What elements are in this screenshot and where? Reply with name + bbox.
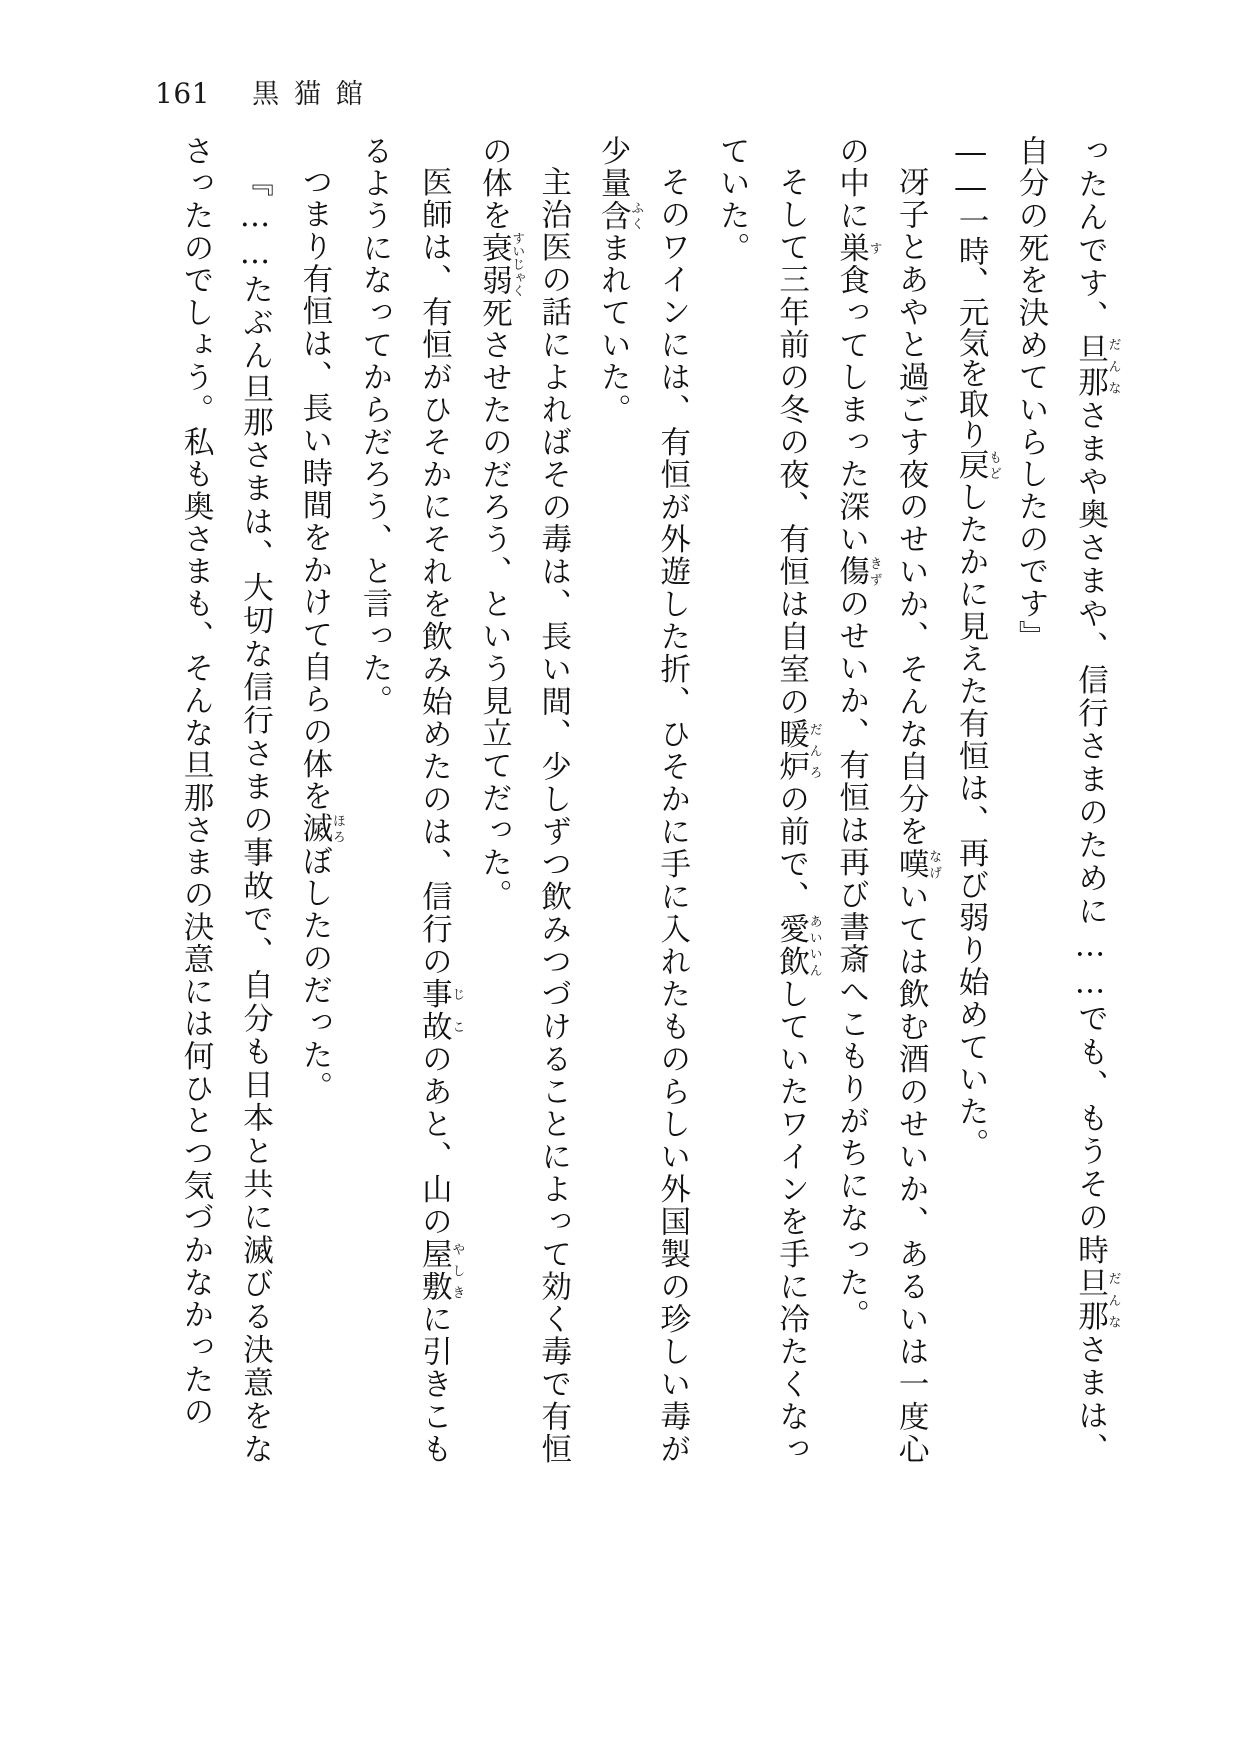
paragraph [583, 135, 702, 1465]
text-run: 主治医の話によればその毒は、長い間、少しずつ飲みつづけることによって効く毒で有恒の体を [476, 135, 571, 1465]
ruby-text: 含ふく [595, 199, 644, 233]
paragraph [464, 135, 583, 1465]
ruby-text: 嘆なげ [893, 847, 942, 881]
text-run: 冴子とあやと過ごす夜のせいか、そんな自分を [893, 165, 929, 848]
paragraph [344, 135, 463, 1465]
text-run: 『……たぶん旦那さまは、大切な信行さまの事故で、自分も日本と共に滅びる決意をなさったのでしょう。私も奥さまも、そんな旦那さまの決意には何ひとつ気づかなかったの [177, 135, 273, 1465]
paragraph [284, 135, 344, 1465]
ruby-text: 屋敷やしき [416, 1237, 465, 1303]
text-run: さまは、自分の死を決めていらしたのです』 [1013, 135, 1108, 1465]
vertical-text-block [120, 135, 1120, 1465]
paragraph [941, 135, 1001, 1465]
text-run: ったんです、 [1072, 135, 1108, 334]
body-text-region [120, 135, 1120, 1465]
ruby-text: 愛飲あいいん [773, 912, 822, 978]
ruby-text: 旦那だんな [1072, 1267, 1121, 1334]
ruby-text: 旦那だんな [1072, 333, 1121, 400]
page-number: 161 [155, 77, 211, 110]
text-run: していたワインを手に冷たくなっていた。 [714, 135, 809, 1465]
text-run: つまり有恒は、長い時間をかけて自らの体を [296, 165, 332, 813]
text-run: のあと、山の [416, 1042, 452, 1238]
paragraph [1001, 135, 1120, 1465]
ruby-text: 衰弱すいじゃく [476, 231, 525, 298]
paragraph [166, 135, 285, 1465]
text-run: まれていた。 [595, 232, 631, 426]
text-run: ぼしたのだった。 [296, 844, 332, 1104]
text-run: のせいか、有恒は再び書斎へこもりがちになった。 [833, 587, 869, 1332]
ruby-text: 戻もど [953, 449, 1002, 482]
ruby-text: 事故じこ [416, 977, 465, 1043]
ruby-text: 巣す [833, 232, 882, 265]
text-run: に引きこもるようになってからだろう、と言った。 [356, 135, 452, 1465]
text-run: 死させたのだろう、という見立てだった。 [476, 297, 512, 912]
paragraph [821, 135, 940, 1465]
running-head [155, 72, 378, 111]
text-run: 医師は、有恒がひそかにそれを飲み始めたのは、信行の [416, 165, 452, 978]
book-title: 黒猫館 [252, 79, 378, 110]
text-run: そして三年前の冬の夜、有恒は自室の [773, 165, 809, 718]
ruby-text: 滅ほろ [296, 812, 345, 845]
text-run: 食ってしまった深い [833, 264, 869, 556]
ruby-text: 暖炉だんろ [773, 717, 822, 783]
text-run: ――一時、元気を取り [953, 135, 989, 449]
ruby-text: 傷きず [833, 555, 882, 588]
text-run: したかに見えた有恒は、再び弱り始めていた。 [953, 481, 989, 1161]
text-run: の前で、 [773, 782, 809, 913]
text-run: そのワインには、有恒が外遊した折、ひそかに手に入れたものらしい外国製の珍しい毒が少量 [595, 135, 690, 1465]
text-run: さまや奥さまや、信行さまのために……でも、もうその時 [1072, 399, 1108, 1268]
text-run: いては飲む酒のせいか、あるいは一度心の中に [833, 135, 929, 1465]
paragraph [702, 135, 821, 1465]
